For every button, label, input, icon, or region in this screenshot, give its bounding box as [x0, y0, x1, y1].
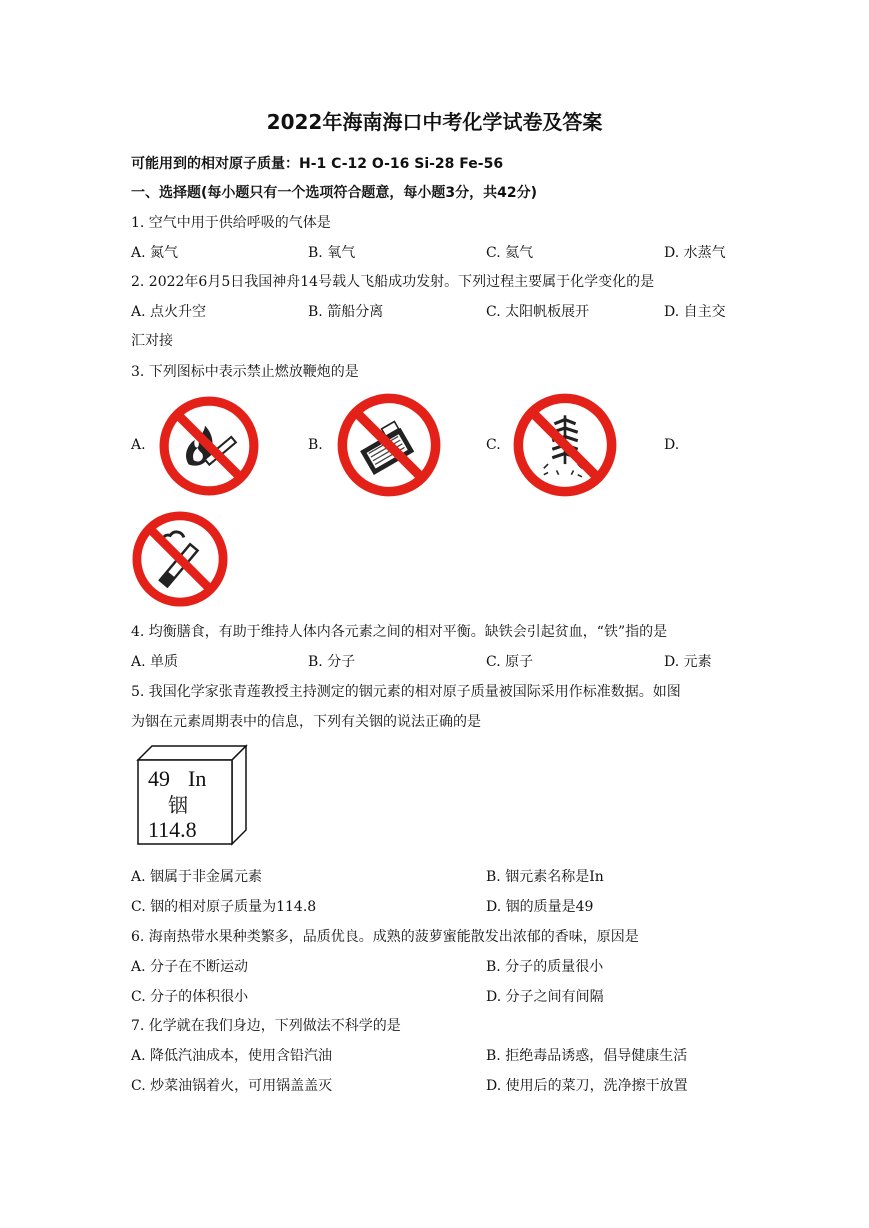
q2-option-b: B. 箭船分离 [308, 304, 384, 320]
no-smoking-sign-icon [131, 510, 229, 608]
q5-option-a: A. 铟属于非金属元素 [131, 869, 263, 885]
q4-option-c: C. 原子 [486, 654, 534, 670]
question-7-stem: 7. 化学就在我们身边，下列做法不科学的是 [131, 1018, 401, 1034]
element-name: 铟 [168, 793, 188, 817]
q7-option-d: D. 使用后的菜刀，洗净擦干放置 [486, 1078, 688, 1094]
question-1-stem: 1. 空气中用于供给呼吸的气体是 [131, 215, 331, 231]
q2-option-d-continuation: 汇对接 [131, 333, 173, 349]
q6-option-c: C. 分子的体积很小 [131, 989, 249, 1005]
question-4-stem: 4. 均衡膳食，有助于维持人体内各元素之间的相对平衡。缺铁会引起贫血，“铁”指的是 [131, 624, 668, 640]
question-2-stem: 2. 2022年6月5日我国神舟14号载人飞船成功发射。下列过程主要属于化学变化的是 [131, 274, 655, 290]
q1-option-b: B. 氧气 [308, 245, 356, 261]
question-3-stem: 3. 下列图标中表示禁止燃放鞭炮的是 [131, 364, 359, 380]
q5-option-d: D. 铟的质量是49 [486, 899, 594, 915]
question-6-stem: 6. 海南热带水果种类繁多，品质优良。成熟的菠萝蜜能散发出浓郁的香味，原因是 [131, 929, 639, 945]
atomic-mass-line: 可能用到的相对原子质量：H-1 C-12 O-16 Si-28 Fe-56 [131, 156, 504, 172]
q2-option-c: C. 太阳帆板展开 [486, 304, 590, 320]
page-title: 2022年海南海口中考化学试卷及答案 [266, 110, 603, 134]
q3-option-c: C. [486, 437, 501, 453]
indium-element-card [136, 744, 250, 846]
q4-option-d: D. 元素 [664, 654, 712, 670]
q7-option-c: C. 炒菜油锅着火，可用锅盖盖灭 [131, 1078, 333, 1094]
q6-option-a: A. 分子在不断运动 [131, 959, 249, 975]
q1-option-c: C. 氦气 [486, 245, 534, 261]
q4-option-b: B. 分子 [308, 654, 356, 670]
question-5-stem: 5. 我国化学家张青莲教授主持测定的铟元素的相对原子质量被国际采用作标准数据。如图 [131, 684, 681, 700]
element-atomic-mass: 114.8 [148, 817, 197, 842]
q5-option-b: B. 铟元素名称是In [486, 869, 604, 885]
q6-option-b: B. 分子的质量很小 [486, 959, 604, 975]
q6-option-d: D. 分子之间有间隔 [486, 989, 604, 1005]
element-atomic-number: 49 [148, 766, 170, 791]
q2-option-d: D. 自主交 [664, 304, 726, 320]
q3-option-d: D. [664, 437, 680, 453]
question-5-stem-line-2: 为铟在元素周期表中的信息，下列有关铟的说法正确的是 [131, 714, 481, 730]
q5-option-c: C. 铟的相对原子质量为114.8 [131, 899, 317, 915]
element-symbol: In [188, 766, 207, 791]
q4-option-a: A. 单质 [131, 654, 179, 670]
no-matches-sign-icon [336, 392, 442, 498]
section-header: 一、选择题(每小题只有一个选项符合题意，每小题3分，共42分) [131, 185, 538, 201]
q7-option-b: B. 拒绝毒品诱惑，倡导健康生活 [486, 1048, 688, 1064]
q3-option-b: B. [308, 437, 323, 453]
q1-option-d: D. 水蒸气 [664, 245, 726, 261]
q2-option-a: A. 点火升空 [131, 304, 207, 320]
no-firecrackers-sign-icon [512, 392, 618, 498]
q3-option-a: A. [131, 437, 146, 453]
q1-option-a: A. 氮气 [131, 245, 179, 261]
q7-option-a: A. 降低汽油成本，使用含铅汽油 [131, 1048, 333, 1064]
no-fire-sign-icon [158, 395, 260, 497]
